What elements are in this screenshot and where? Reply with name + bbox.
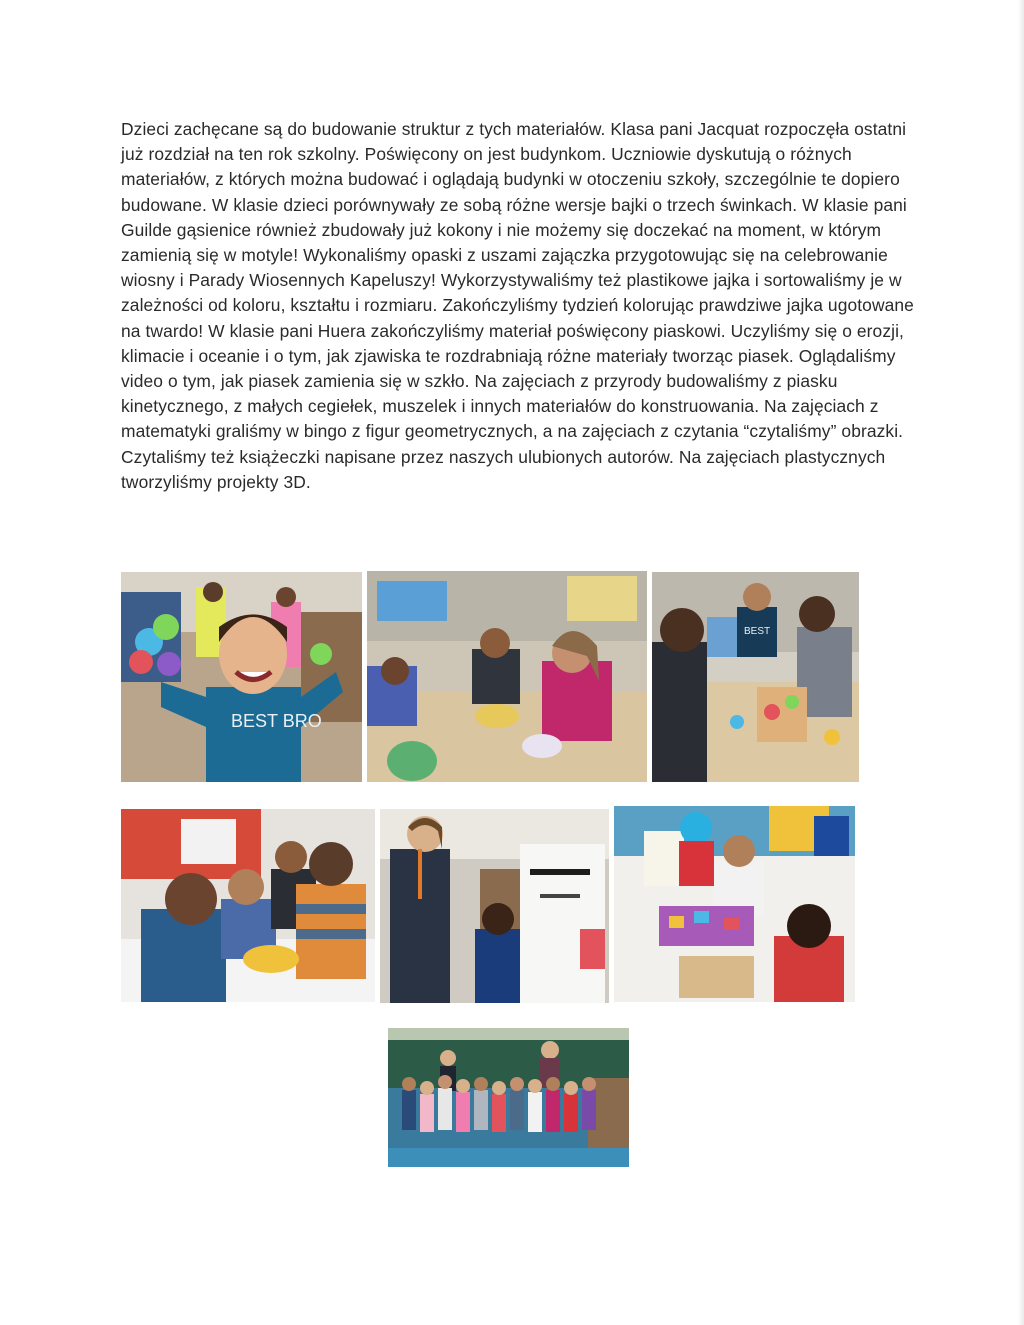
shirt-text-best-2: BEST <box>744 626 771 637</box>
photo-class-group <box>388 1028 629 1167</box>
photo-children-at-table <box>367 571 647 782</box>
photo-kids-with-kinetic-sand <box>121 809 375 1002</box>
photo-boy-with-plastic-eggs <box>121 572 362 782</box>
scan-edge <box>1018 0 1024 1325</box>
shirt-text-best: BEST BRO <box>231 711 322 731</box>
photo-teacher-and-easel <box>380 809 609 1003</box>
article-body: Dzieci zachęcane są do budowanie struktur z tych materiałów. Klasa pani Jacquat rozpoczęła ostatni już rozdział na ten rok szkolny. Poświęcony on jest budynkom. Uczniowie dyskutują o różnych materiałów, z których można budować i oglądają budynki w otoczeniu szkoły, szczególnie te dopiero budowane. W klasie dzieci porównywały ze sobą różne wersje bajki o trzech świnkach. W klasie pani Guilde gąsienice również zbudowały już kokony i nie możemy się doczekać na moment, w którym zamienią się w motyle! Wykonaliśmy opaski z uszami zajączka przygotowując się na celebrowanie wiosny i Parady Wiosennych Kapeluszy! Wykorzystywaliśmy też plastikowe jajka i sortowaliśmy je w zależności od koloru, kształtu i rozmiaru. Zakończyliśmy tydzień kolorując prawdziwe jajka ugotowane na twardo! W klasie pani Huera zakończyliśmy materiał poświęcony piaskowi. Uczyliśmy się o erozji, klimacie i oceanie i o tym, jak zjawiska te rozdrabniają różne materiały tworząc piasek. Oglądaliśmy video o tym, jak piasek zamienia się w szkło. Na zajęciach z przyrody budowaliśmy z piasku kinetycznego, z małych cegiełek, muszelek i innych materiałów do konstruowania. Na zajęciach z matematyki graliśmy w bingo z figur geometrycznych, a na zajęciach z czytania “czytaliśmy” obrazki. Czytaliśmy też książeczki napisane przez naszych ulubionych autorów. Na zajęciach plastycznych tworzyliśmy projekty 3D. <box>121 119 914 492</box>
photo-kids-with-puzzles <box>614 806 855 1002</box>
photo-building-with-blocks <box>652 572 859 782</box>
